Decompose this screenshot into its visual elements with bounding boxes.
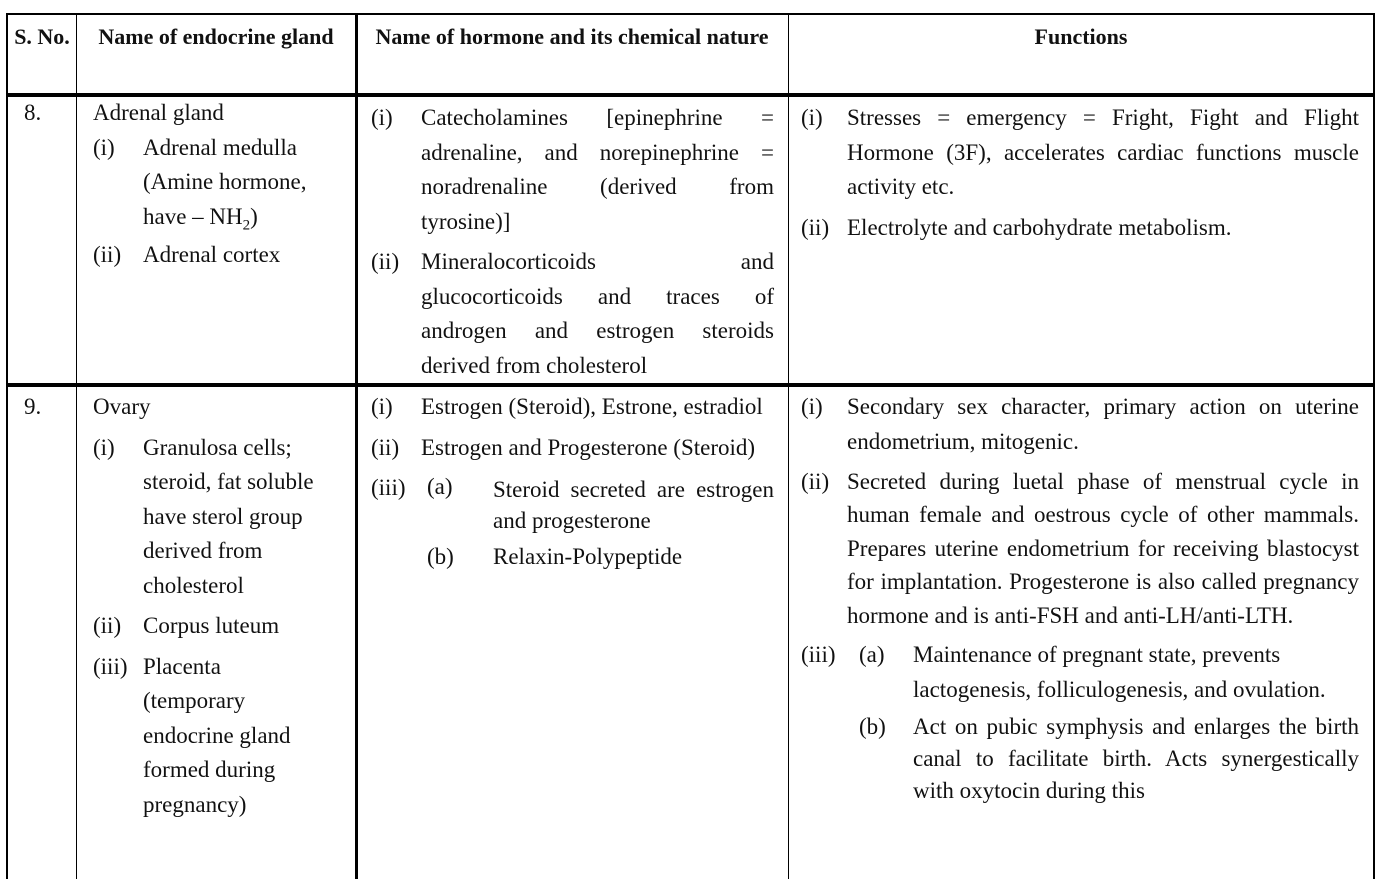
item-text: Adrenal cortex [143, 242, 281, 267]
item-text: Electrolyte and carbohydrate metabolism. [847, 214, 1232, 240]
gland-item [93, 431, 345, 604]
sub-item-text: Act on pubic symphysis and enlarges the birth canal to facilitate birth. Acts synergestically with oxytocin during this [913, 714, 1359, 804]
item-number: (i) [801, 394, 823, 419]
row-sno: 9. [24, 394, 42, 419]
item-number: (ii) [801, 469, 830, 494]
function-item [801, 465, 1359, 632]
item-number: (iii) [371, 475, 406, 500]
function-item [801, 211, 1359, 246]
hormone-cell [371, 101, 774, 389]
sub-item [427, 540, 774, 575]
column-divider-3 [788, 13, 789, 879]
hormone-item [371, 390, 774, 425]
item-text: Secreted during luetal phase of menstrual cycle in human female and oestrous cycle of other mammals. Prepares uterine endometrium for receiving blastocyst for implantation. Progesterone is also called pregnancy hormone and is anti-FSH and anti-LH/anti-LTH. [847, 469, 1359, 628]
item-text: Estrogen and Progesterone (Steroid) [421, 434, 756, 460]
sub-item-letter: (b) [427, 544, 454, 569]
gland-item [93, 650, 345, 823]
gland-cell [93, 96, 343, 279]
item-text: Corpus luteum [143, 613, 280, 638]
item-number: (i) [371, 394, 393, 419]
item-text: Secondary sex character, primary action on uterine endometrium, mitogenic. [847, 394, 1359, 454]
gland-item [93, 131, 343, 235]
gland-cell [93, 390, 345, 828]
item-number: (i) [801, 105, 823, 130]
row-sno: 8. [24, 100, 42, 125]
item-text: Placenta (temporary endocrine gland formed during pregnancy) [143, 653, 291, 817]
item-text: Stresses = emergency = Fright, Fight and Flight Hormone (3F), accelerates cardiac functions muscle activity etc. [847, 105, 1359, 199]
table-border-left [6, 13, 8, 879]
sub-item-letter: (b) [859, 714, 886, 740]
functions-cell [801, 390, 1359, 813]
item-number: (ii) [371, 434, 400, 460]
item-number: (i) [93, 134, 115, 160]
sub-item [859, 638, 1359, 707]
item-text: Granulosa cells; steroid, fat soluble have sterol group derived from cholesterol [143, 434, 314, 598]
functions-cell [801, 101, 1359, 251]
hormone-item [371, 471, 774, 575]
gland-item [93, 238, 343, 273]
sub-item-text: Steroid secreted are estrogen and progesterone [493, 477, 774, 533]
hormone-cell [371, 390, 774, 581]
header-functions: Functions [1034, 24, 1128, 49]
item-number: (iii) [93, 653, 128, 679]
item-number: (i) [371, 105, 393, 130]
item-text: Estrogen (Steroid), Estrone, estradiol [421, 394, 763, 419]
item-number: (ii) [93, 613, 122, 638]
sub-item [427, 471, 774, 536]
function-item [801, 101, 1359, 205]
item-number: (iii) [801, 642, 836, 668]
header-gland: Name of endocrine gland [98, 24, 334, 49]
hormone-item [371, 101, 774, 239]
sub-item-text: Relaxin-Polypeptide [493, 544, 683, 569]
gland-item [93, 609, 345, 644]
gland-title: Adrenal gland [93, 100, 224, 125]
item-number: (i) [93, 434, 115, 460]
item-text-end: ) [250, 203, 258, 229]
item-text: Adrenal medulla (Amine hormone, have – NH [143, 134, 307, 229]
sub-item [859, 711, 1359, 807]
table-border-top [6, 13, 1375, 15]
sub-item-text: Maintenance of pregnant state, prevents lactogenesis, folliculogenesis, and ovulation. [913, 642, 1326, 702]
header-hormone: Name of hormone and its chemical nature [375, 24, 769, 49]
column-divider-1 [76, 13, 77, 879]
function-item [801, 638, 1359, 807]
item-number: (ii) [801, 214, 830, 240]
item-text: Catecholamines [epinephrine = adrenaline, and norepinephrine = noradrenaline (derived from tyrosine)] [421, 105, 774, 234]
sub-item-letter: (a) [427, 474, 453, 499]
item-subscript: 2 [242, 217, 251, 234]
hormone-item [371, 245, 774, 383]
header-sno: S. No. [14, 24, 70, 49]
sub-item-letter: (a) [859, 642, 885, 668]
function-item [801, 390, 1359, 459]
gland-title: Ovary [93, 394, 151, 419]
hormone-item [371, 431, 774, 466]
item-number: (ii) [371, 249, 400, 274]
item-number: (ii) [93, 242, 122, 267]
column-divider-2 [355, 13, 358, 879]
item-text: Mineralocorticoids and glucocorticoids and traces of androgen and estrogen steroids derived from cholesterol [421, 249, 774, 378]
table-border-right [1373, 13, 1375, 879]
